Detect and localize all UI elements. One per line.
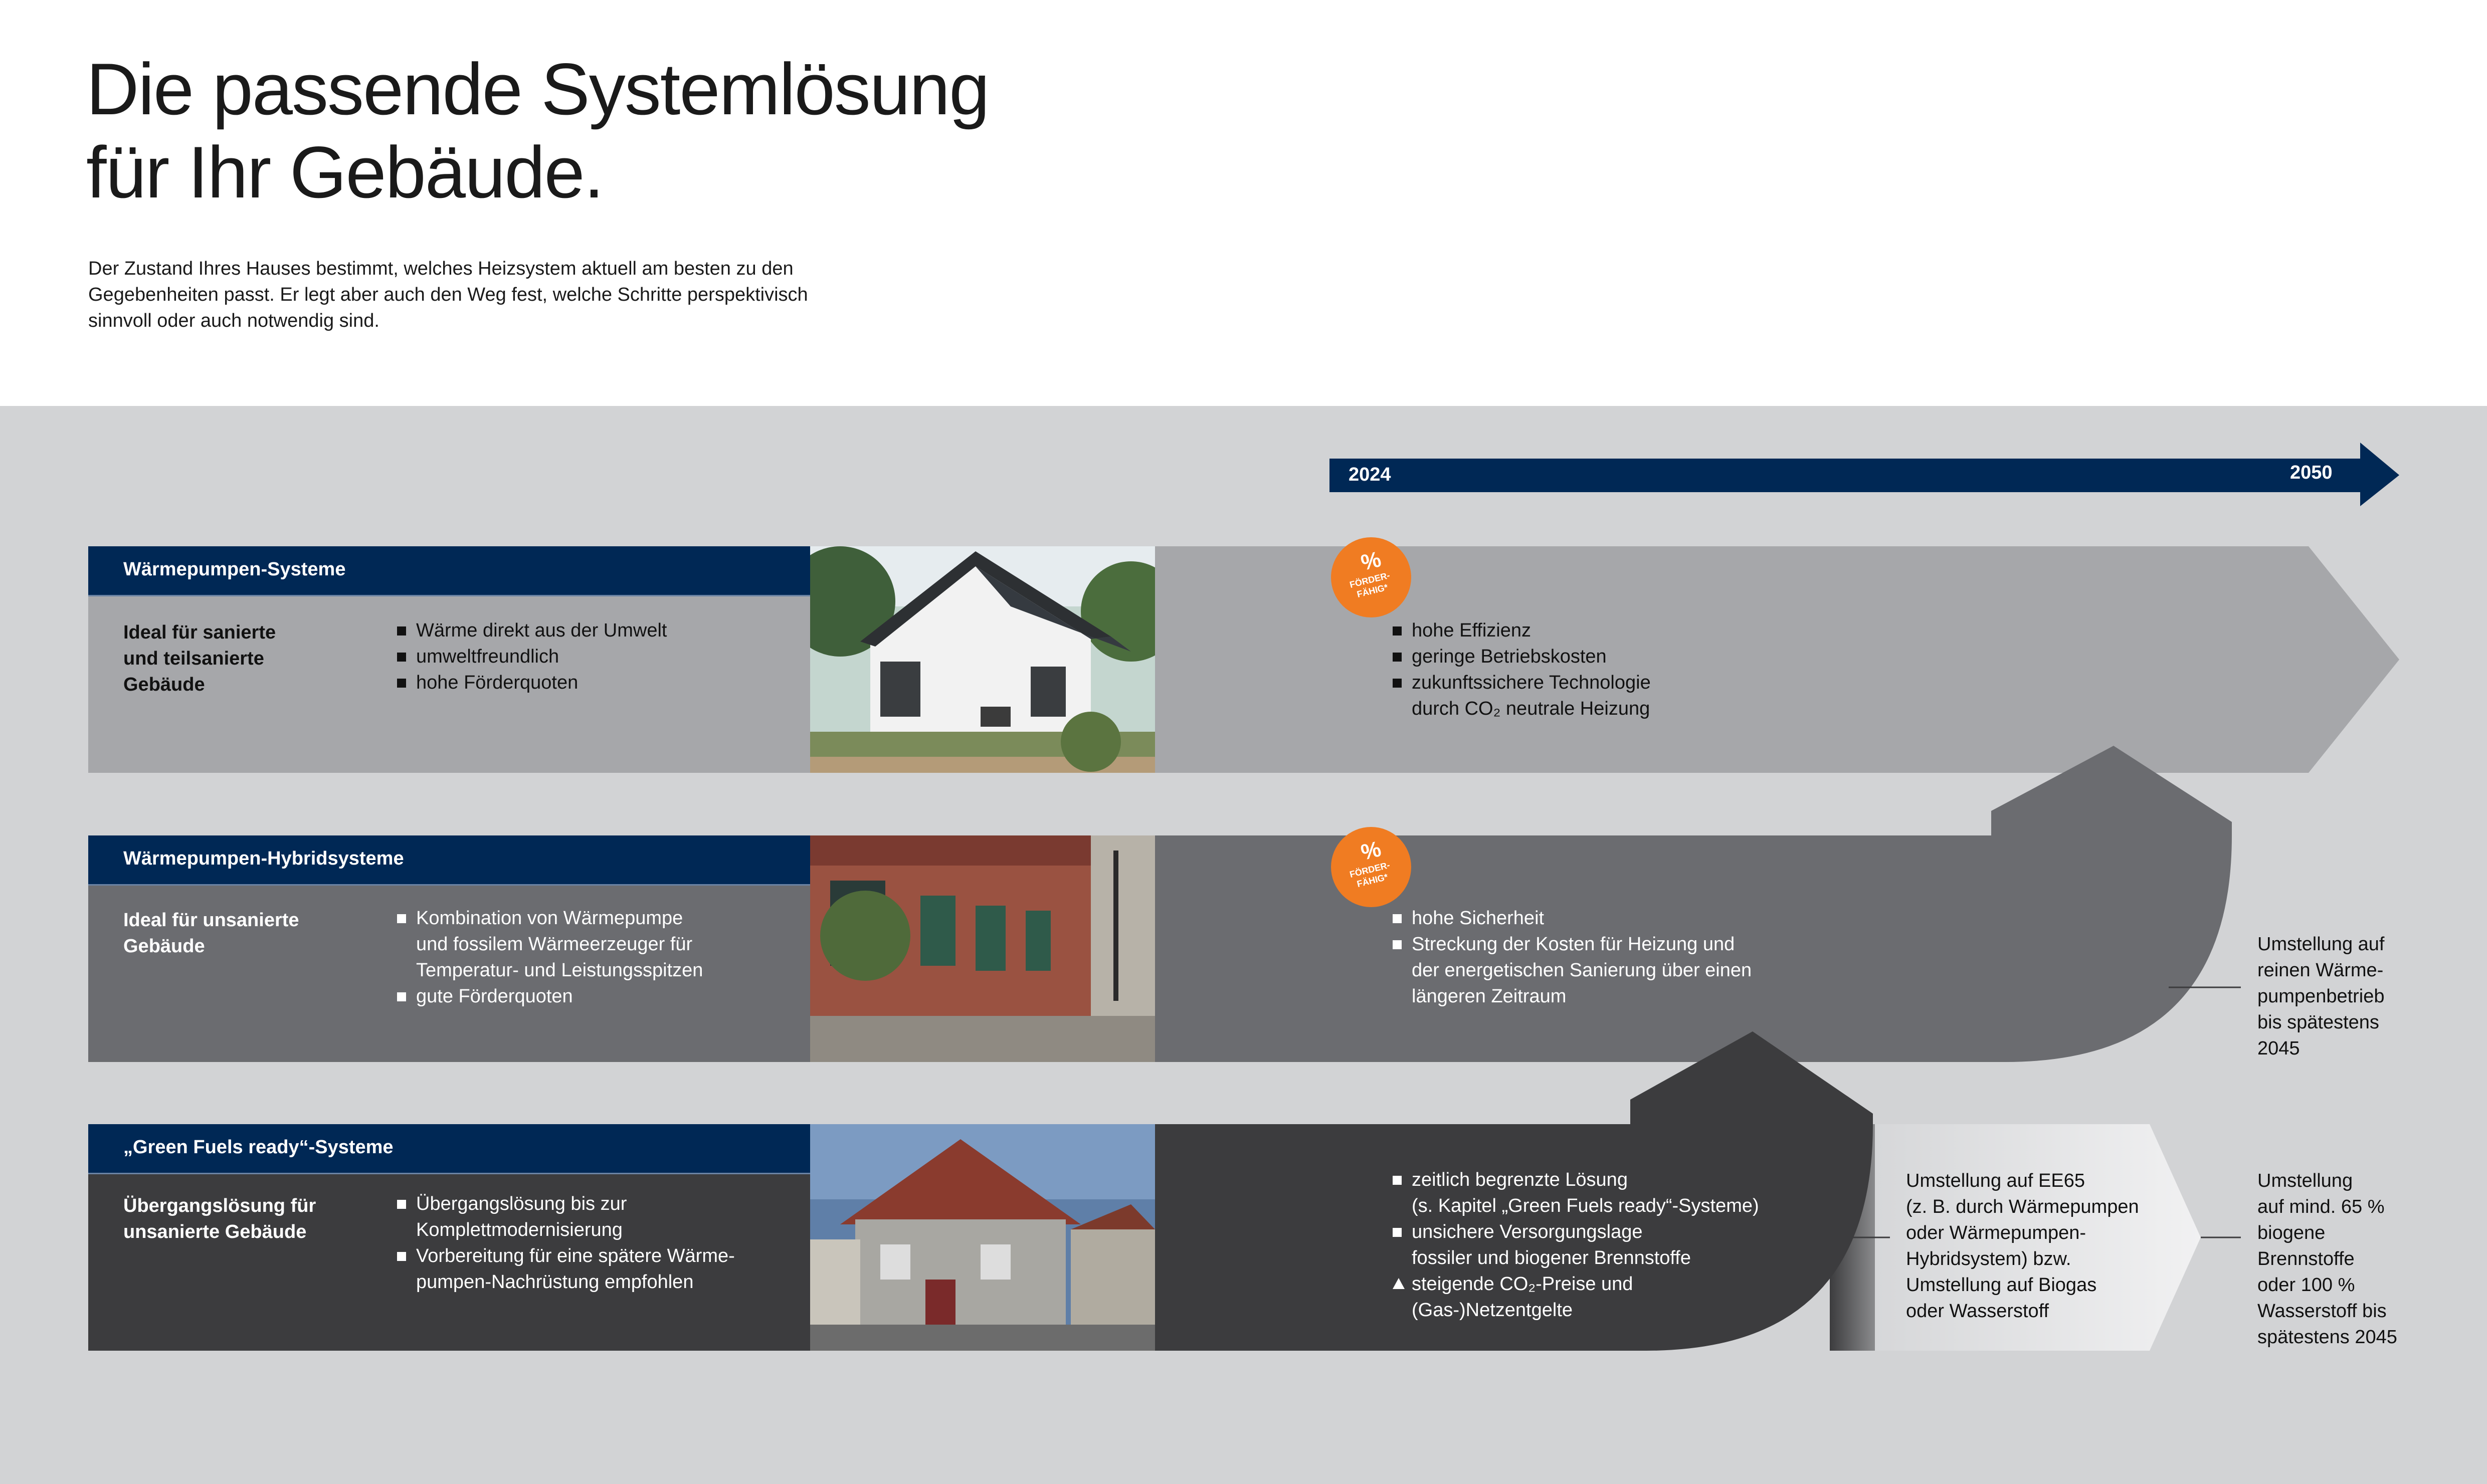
percent-icon: %	[1358, 547, 1384, 576]
row2-benefits	[1393, 905, 1752, 1009]
row2-band	[88, 746, 2232, 1062]
old-grey-house-photo	[810, 1124, 1155, 1351]
row1-feature-item: umweltfreundlich	[397, 644, 667, 670]
row1-ideal-text: Ideal für sanierte und teilsanierte Gebäude	[123, 622, 276, 695]
row1-feature-item: hohe Förderquoten	[397, 670, 667, 696]
row3-ideal-text: Übergangslösung für unsanierte Gebäude	[123, 1195, 316, 1242]
row2-heading: Wärmepumpen-Hybridsysteme	[88, 835, 810, 886]
row2-feature-item: gute Förderquoten	[397, 983, 703, 1009]
timeline-start-label: 2024	[1349, 464, 1391, 485]
row2-ideal-text: Ideal für unsanierte Gebäude	[123, 910, 299, 957]
row1-funding-badge	[1331, 537, 1411, 617]
hybrid-target-note: Umstellung auf reinen Wärme- pumpenbetrieb bis spätestens 2045	[2257, 934, 2385, 1059]
timeline-arrow	[1329, 443, 2399, 506]
row3-benefit-item: zeitlich begrenzte Lösung (s. Kapitel „Green Fuels ready“-Systeme)	[1393, 1167, 1759, 1219]
badge-text: FÖRDER- FÄHIG*	[1349, 570, 1391, 599]
row3-features	[397, 1191, 735, 1295]
timeline-end-label: 2050	[2290, 462, 2333, 483]
row2-funding-badge	[1331, 827, 1411, 907]
row3-feature-item: Übergangslösung bis zur Komplettmodernisierung	[397, 1191, 735, 1243]
row1-features	[397, 617, 667, 696]
green-transition-note: Umstellung auf EE65 (z. B. durch Wärmepumpen oder Wärmepumpen- Hybridsystem) bzw. Umstellung auf Biogas oder Wasserstoff	[1906, 1170, 2139, 1322]
intro-text: Der Zustand Ihres Hauses bestimmt, welches Heizsystem aktuell am besten zu den Gegebenheiten passt. Er legt aber auch den Weg fest, welche Schritte perspektivisch sinnvoll oder auch notwendig sind.	[88, 258, 808, 331]
row2-feature-item: Kombination von Wärmepumpe und fossilem Wärmeerzeuger für Temperatur- und Leistungsspitzen	[397, 905, 703, 983]
row3-benefit-item: unsichere Versorgungslage fossiler und biogener Brennstoffe	[1393, 1219, 1759, 1271]
percent-icon: %	[1358, 836, 1384, 866]
row2-features	[397, 905, 703, 1009]
row1-benefit-item: geringe Betriebskosten	[1393, 644, 1651, 670]
row3-benefits	[1393, 1167, 1759, 1323]
row2-benefit-item: hohe Sicherheit	[1393, 905, 1752, 931]
badge-text: FÖRDER- FÄHIG*	[1349, 860, 1391, 889]
row1-benefit-item: zukunftssichere Technologie durch CO₂ neutrale Heizung	[1393, 670, 1651, 722]
row3-warning-item: steigende CO₂-Preise und (Gas-)Netzentgelte	[1393, 1271, 1759, 1323]
page-title: Die passende Systemlösung für Ihr Gebäude.	[86, 48, 989, 213]
house-with-heat-pump-photo	[810, 546, 1155, 773]
row2-benefit-item: Streckung der Kosten für Heizung und der energetischen Sanierung über einen längeren Zeitraum	[1393, 931, 1752, 1009]
brick-row-houses-photo	[810, 835, 1155, 1062]
row1-benefit-item: hohe Effizienz	[1393, 617, 1651, 644]
row1-feature-item: Wärme direkt aus der Umwelt	[397, 617, 667, 644]
green-target-note: Umstellung auf mind. 65 % biogene Brennstoffe oder 100 % Wasserstoff bis spätestens 2045	[2257, 1170, 2397, 1348]
row1-benefits	[1393, 617, 1651, 722]
row3-feature-item: Vorbereitung für eine spätere Wärme- pumpen-Nachrüstung empfohlen	[397, 1243, 735, 1295]
row1-heading: Wärmepumpen-Systeme	[88, 546, 810, 596]
row3-heading: „Green Fuels ready“-Systeme	[88, 1124, 810, 1174]
